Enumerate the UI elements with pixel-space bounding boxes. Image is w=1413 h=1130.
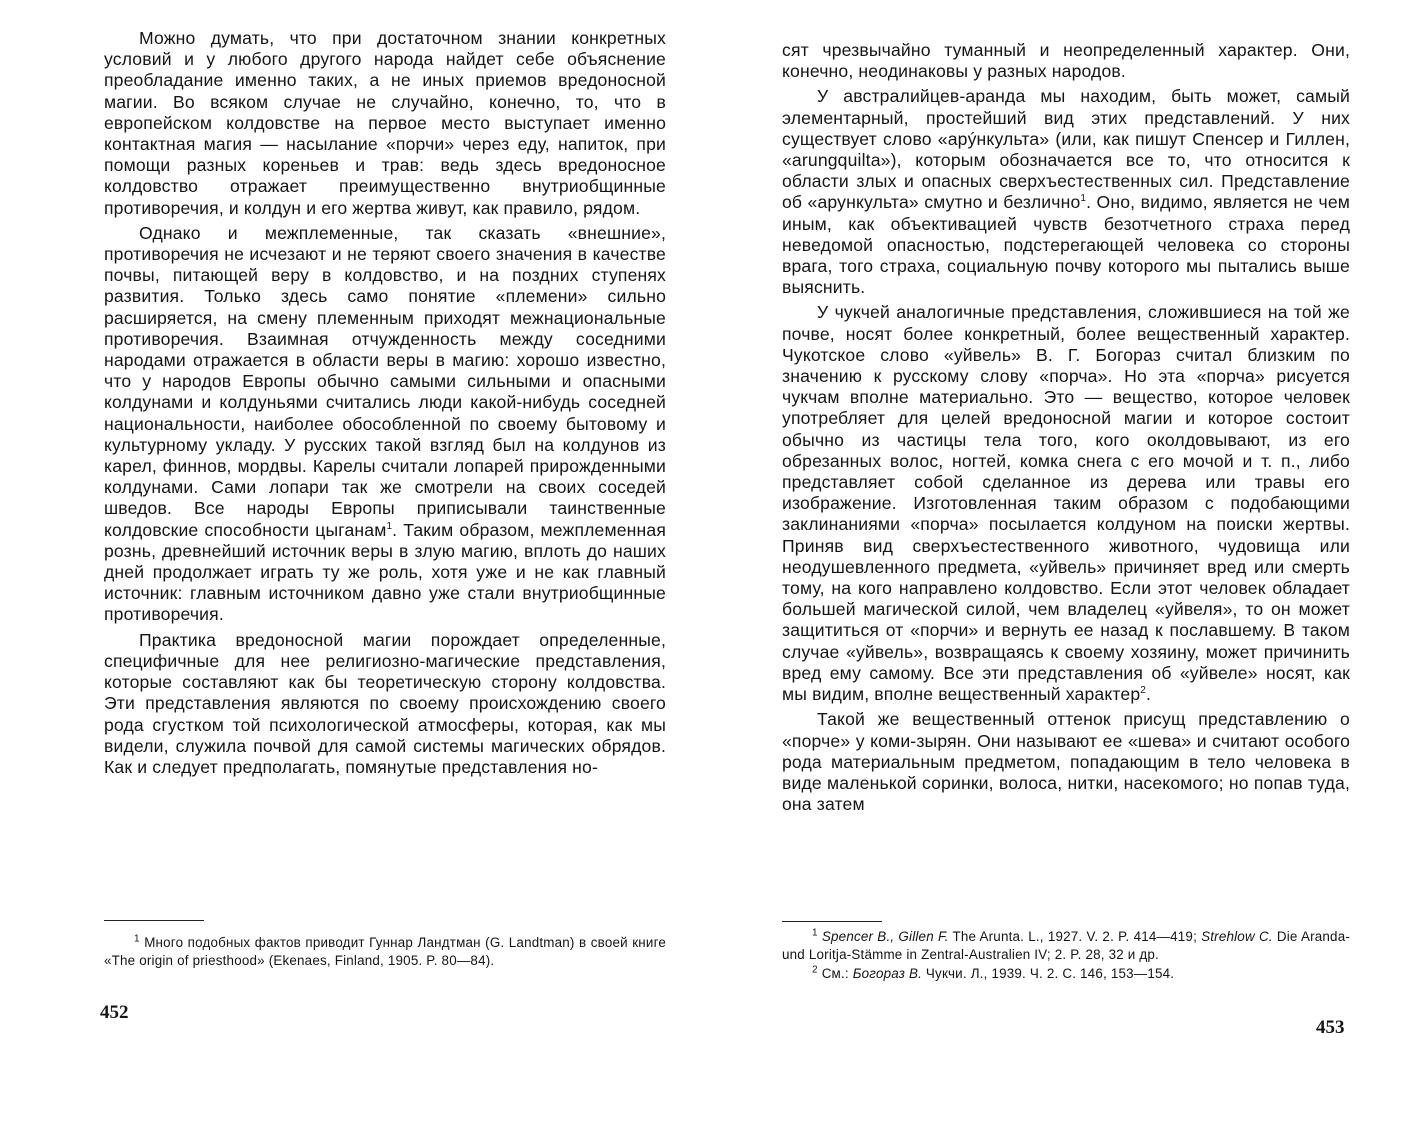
footnote-ref: 2 bbox=[1140, 685, 1146, 697]
footnote-ref: 1 bbox=[1080, 193, 1087, 205]
footnote bbox=[104, 934, 666, 969]
footnote-text: Много подобных фактов приводит Гуннар Ландтман (G. Landtman) в своей книге «The origin of priesthood» (Ekenaes, Finland, 1905. P. 80—84). bbox=[104, 935, 666, 968]
footnote-text: Чукчи. Л., 1939. Ч. 2. С. 146, 153—154. bbox=[922, 966, 1175, 981]
left-page bbox=[0, 0, 706, 1130]
left-page-body bbox=[104, 28, 666, 782]
paragraph: Такой же вещественный оттенок присущ представлению о «порче» у коми-зырян. Они называют ее «шева» и считают особого рода материальным предметом, попадающим в тело человека в виде маленькой соринки, волоса, нитки, насекомого; но попав туда, она затем bbox=[782, 709, 1350, 815]
paragraph: сят чрезвычайно туманный и неопределенный характер. Они, конечно, неодинаковы у разных народов. bbox=[782, 40, 1350, 82]
paragraph-text: . bbox=[1145, 684, 1152, 705]
footnote-marker: 2 bbox=[812, 964, 818, 976]
page-number: 453 bbox=[1316, 1017, 1345, 1038]
footnote-divider bbox=[782, 921, 882, 922]
paragraph-text: . Оно, видимо, является не чем иным, как объективацией чувств безотчетного страха перед неведомой опасностью, подстерегающей человека со стороны врага, того страха, социальную почву которого мы пытались выше выяснить. bbox=[782, 192, 1350, 298]
footnote-divider bbox=[104, 920, 204, 921]
footnote bbox=[782, 965, 1350, 983]
right-page bbox=[706, 0, 1413, 1130]
footnote-ref: 1 bbox=[386, 520, 393, 532]
footnote bbox=[782, 928, 1350, 963]
left-page-footnotes bbox=[104, 934, 666, 971]
paragraph bbox=[104, 223, 666, 626]
footnote-text: См.: bbox=[821, 966, 853, 981]
footnote-text: Die Aranda-und Loritja-Stämme in Zentral-Australien IV; 2. P. 28, 32 и др. bbox=[782, 929, 1351, 962]
footnote-author: Богораз В. bbox=[852, 966, 922, 981]
page-number: 452 bbox=[100, 1002, 129, 1023]
footnote-author: Spencer B., Gillen F. bbox=[821, 929, 949, 944]
footnote-marker: 1 bbox=[134, 933, 140, 945]
footnote-author: Strehlow C. bbox=[1201, 929, 1273, 944]
paragraph-text: У австралийцев-аранда мы находим, быть может, самый элементарный, простейший вид этих представлений. У них существует слово «арýнкульта» (или, как пишут Спенсер и Гиллен, «arungquilta»), которым обозначается все то, что относится к области злых и опасных сверхъестественных сил. Представление об «арункульта» смутно и безлично bbox=[782, 86, 1350, 213]
paragraph bbox=[782, 86, 1350, 298]
footnote-text: The Arunta. L., 1927. V. 2. P. 414—419; bbox=[948, 929, 1202, 944]
paragraph bbox=[782, 302, 1350, 705]
right-page-body bbox=[782, 40, 1350, 819]
paragraph-text: Однако и межплеменные, так сказать «внешние», противоречия не исчезают и не теряют своего значения в качестве почвы, питающей веру в колдовство, и на поздних ступенях развития. Только здесь само понятие «племени» сильно расширяется, на смену племенным приходят межнациональные противоречия. Взаимная отчужденность между соседними народами отражается в области веры в магию: хорошо известно, что у народов Европы обычно самыми сильными и опасными колдунами и колдуньями считались люди какой-нибудь соседней национальности, наиболее обособленной по своему бытовому и культурному укладу. У русских такой взгляд был на колдунов из карел, финнов, мордвы. Карелы считали лопарей прирожденными колдунами. Сами лопари так же смотрели на своих соседей шведов. Все народы Европы приписывали таинственные колдовские способности цыганам bbox=[104, 222, 666, 540]
right-page-footnotes bbox=[782, 928, 1350, 985]
paragraph-text: . Таким образом, межплеменная рознь, древнейший источник веры в злую магию, вплоть до наших дней продолжает играть ту же роль, хотя уже и не как главный источник: главным источником давно уже стали внутриобщинные противоречия. bbox=[104, 519, 666, 625]
paragraph: Практика вредоносной магии порождает определенные, специфичные для нее религиозно-магические представления, которые составляют как бы теоретическую сторону колдовства. Эти представления являются по своему происхождению своего рода сгустком той психологической атмосферы, которая, как мы видели, служила почвой для самой системы магических обрядов. Как и следует предполагать, помянутые представления но- bbox=[104, 629, 666, 777]
footnote-marker: 1 bbox=[812, 927, 818, 939]
paragraph-text: У чукчей аналогичные представления, сложившиеся на той же почве, носят более конкретный, более вещественный характер. Чукотское слово «уйвель» В. Г. Богораз считал близким по значению к русскому слову «порча». Но эта «порча» рисуется чукчам вполне материально. Это — вещество, которое человек употребляет для целей вредоносной магии и которое состоит обычно из частицы тела того, кого околдовывают, из его обрезанных волос, ногтей, комка снега с его мочой и т. п., либо представляет собой сделанное из дерева или травы его изображение. Изготовленная таким образом с подобающими заклинаниями «порча» посылается колдуном на поиски жертвы. Приняв вид сверхъестественного животного, чудовища или неодушевленного предмета, «уйвель» причиняет вред или смерть тому, на кого направлено колдовство. Если этот человек обладает большей магической силой, чем владелец «уйвеля», то он может защититься от «порчи» и вернуть ее назад к пославшему. В таком случае «уйвель», возвращаясь к своему хозяину, может причинить вред ему самому. Все эти представления об «уйвеле» носят, как мы видим, вполне вещественный характер bbox=[782, 302, 1350, 705]
paragraph: Можно думать, что при достаточном знании конкретных условий и у любого другого народа найдет себе объяснение преобладание именно таких, а не иных приемов вредоносной магии. Во всяком случае не случайно, конечно, то, что в европейском колдовстве на первое место выступает именно контактная магия — насылание «порчи» через еду, напиток, при помощи разных кореньев и трав: ведь здесь вредоносное колдовство отражает преимущественно внутриобщинные противоречия, и колдун и его жертва живут, как правило, рядом. bbox=[104, 28, 666, 218]
